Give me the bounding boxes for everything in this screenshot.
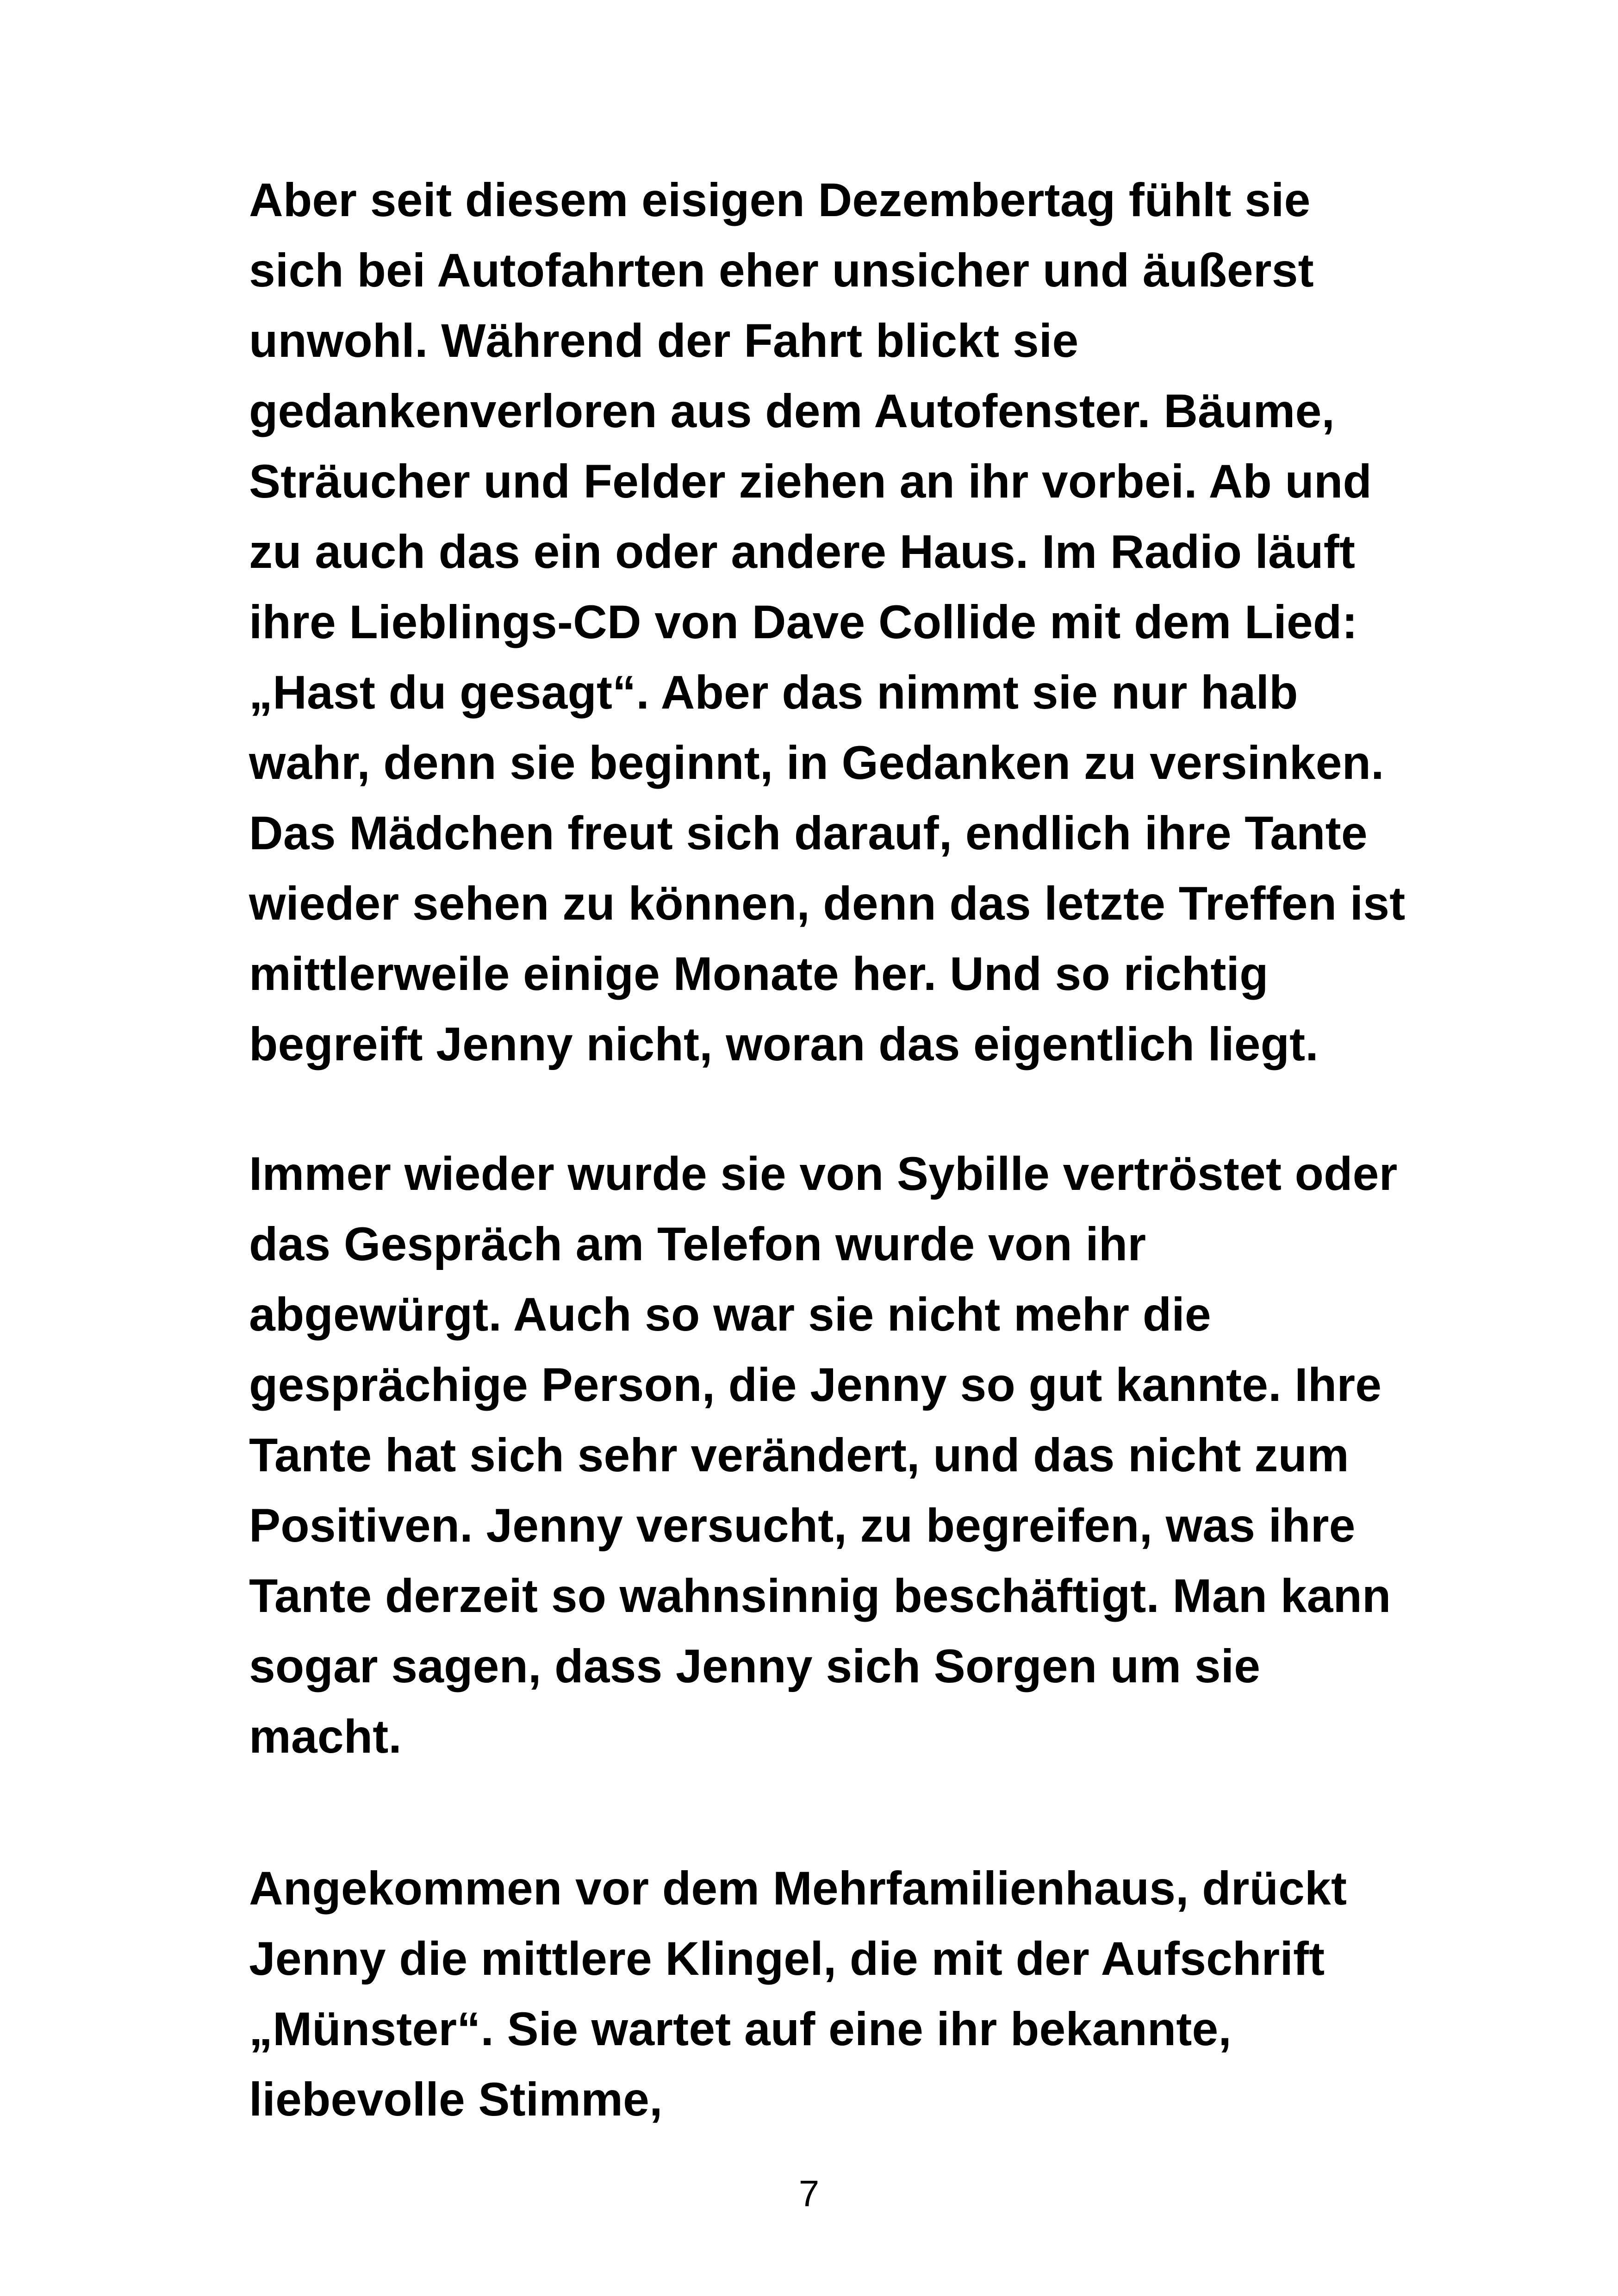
paragraph-1	[249, 165, 1499, 1079]
text-line: Aber seit diesem eisigen Dezembertag fühlt sie	[249, 174, 1311, 226]
text-line: ihre Lieblings-CD von Dave Collide mit dem Lied:	[249, 596, 1358, 648]
text-line: „Münster“. Sie wartet auf eine ihr bekannte,	[249, 2003, 1232, 2055]
text-line: Jenny die mittlere Klingel, die mit der Aufschrift	[249, 1932, 1325, 1985]
text-line: Positiven. Jenny versucht, zu begreifen, was ihre	[249, 1499, 1356, 1552]
paragraph-3	[249, 1853, 1499, 2134]
text-line: Das Mädchen freut sich darauf, endlich ihre Tante	[249, 807, 1368, 859]
text-line: das Gespräch am Telefon wurde von ihr	[249, 1218, 1146, 1270]
text-line: wahr, denn sie beginnt, in Gedanken zu versinken.	[249, 736, 1384, 789]
text-line: gedankenverloren aus dem Autofenster. Bäume,	[249, 385, 1335, 437]
text-line: mittlerweile einige Monate her. Und so richtig	[249, 947, 1269, 1000]
text-line: liebevolle Stimme,	[249, 2073, 663, 2126]
text-line: sich bei Autofahrten eher unsicher und äußerst	[249, 244, 1314, 297]
text-line: macht.	[249, 1710, 402, 1763]
text-line: begreift Jenny nicht, woran das eigentlich liegt.	[249, 1018, 1319, 1070]
text-line: unwohl. Während der Fahrt blickt sie	[249, 314, 1079, 367]
text-line: Angekommen vor dem Mehrfamilienhaus, drückt	[249, 1862, 1347, 1915]
text-line: Sträucher und Felder ziehen an ihr vorbei. Ab und	[249, 455, 1372, 508]
paragraph-2	[249, 1139, 1499, 1772]
text-line: Immer wieder wurde sie von Sybille vertröstet oder	[249, 1147, 1398, 1200]
text-line: „Hast du gesagt“. Aber das nimmt sie nur halb	[249, 666, 1298, 719]
text-line: gesprächige Person, die Jenny so gut kannte. Ihre	[249, 1358, 1382, 1411]
text-line: Tante hat sich sehr verändert, und das nicht zum	[249, 1429, 1349, 1481]
text-line: wieder sehen zu können, denn das letzte Treffen ist	[249, 877, 1406, 930]
text-line: abgewürgt. Auch so war sie nicht mehr die	[249, 1288, 1211, 1341]
text-line: Tante derzeit so wahnsinnig beschäftigt. Man kann	[249, 1569, 1391, 1622]
text-line: sogar sagen, dass Jenny sich Sorgen um sie	[249, 1640, 1261, 1692]
text-line: zu auch das ein oder andere Haus. Im Radio läuft	[249, 525, 1356, 578]
page-number: 7	[798, 2173, 820, 2214]
